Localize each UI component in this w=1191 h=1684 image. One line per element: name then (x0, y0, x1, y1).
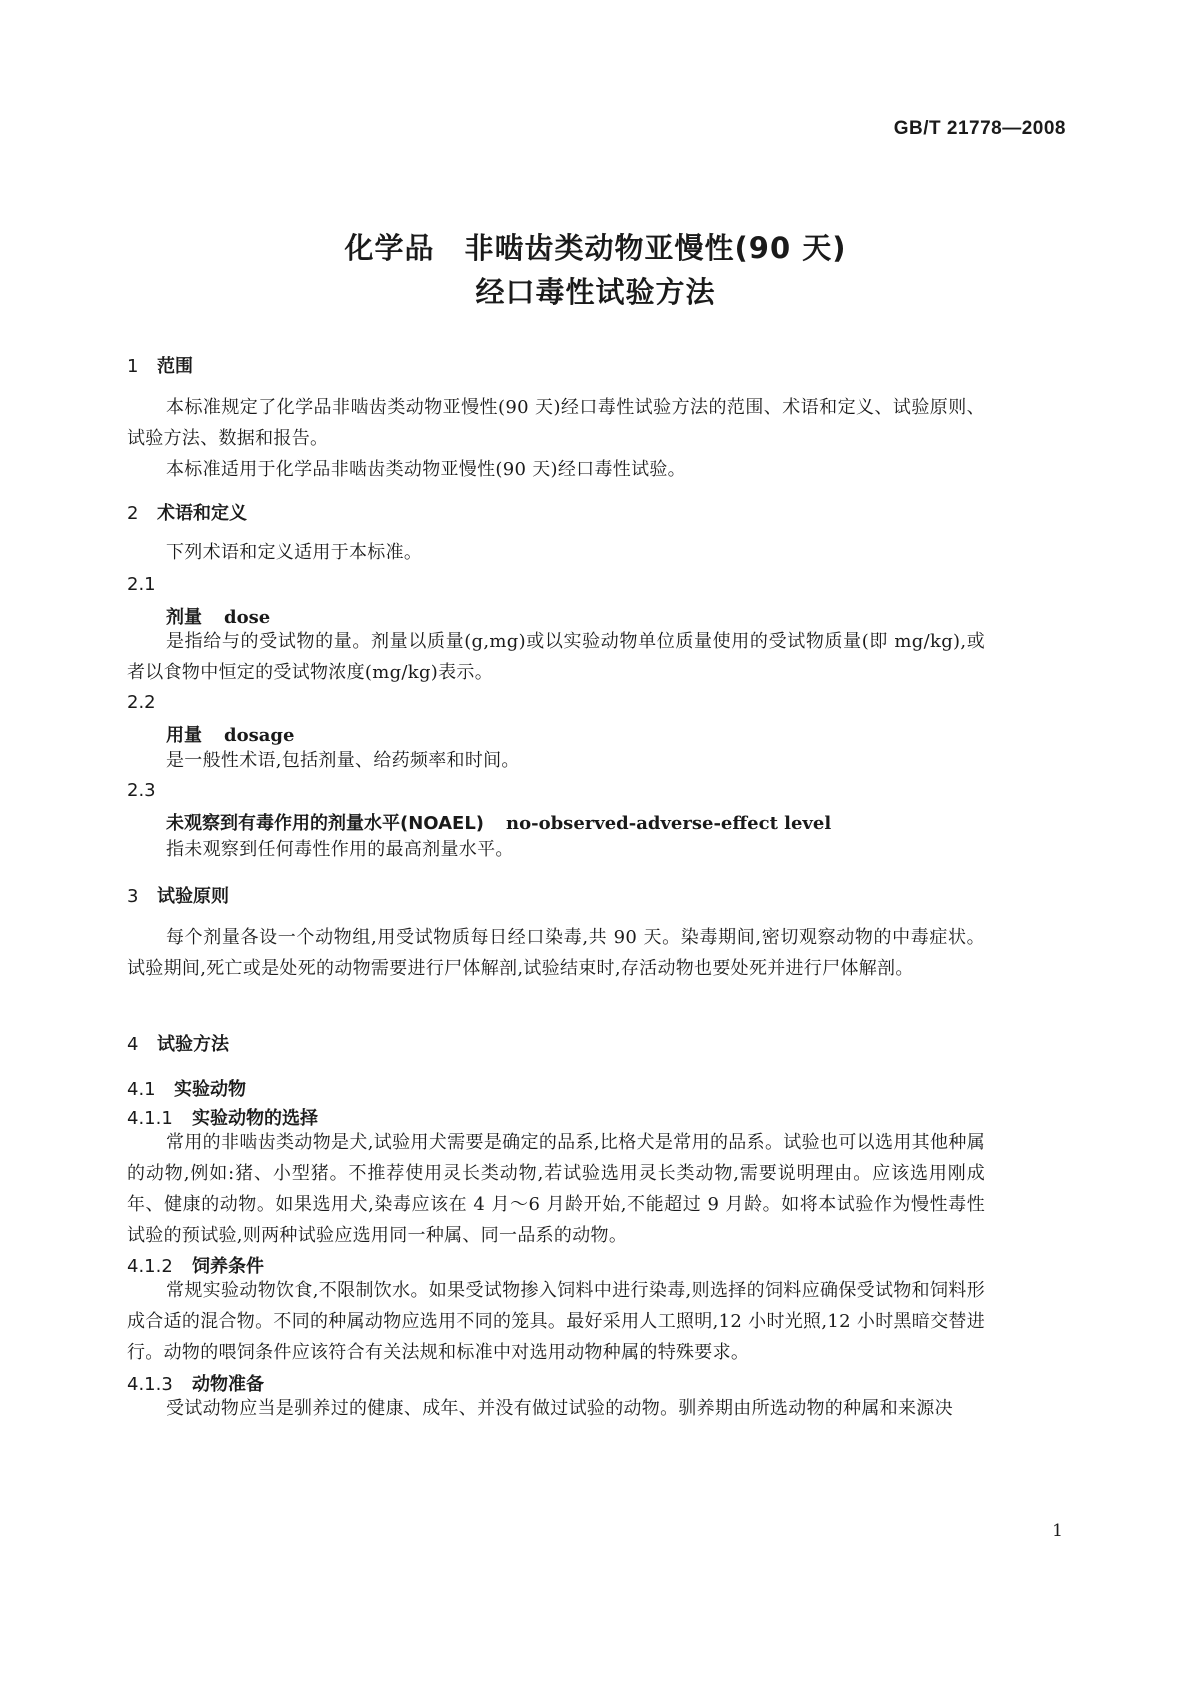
section-2-heading (127, 499, 247, 525)
section-title: 饲养条件 (192, 1256, 264, 1277)
section-title: 动物准备 (192, 1374, 264, 1395)
term-en: dosage (224, 725, 295, 746)
section-1-heading (127, 352, 193, 378)
section-1-paragraph-2: 本标准适用于化学品非啮齿类动物亚慢性(90 天)经口毒性试验。 (166, 459, 686, 480)
section-number: 2 (127, 503, 139, 524)
term-2-1-definition: 是指给与的受试物的量。剂量以质量(g,mg)或以实验动物单位质量使用的受试物质量(即 mg/kg),或者以食物中恒定的受试物浓度(mg/kg)表示。 (127, 631, 985, 683)
section-3-paragraph: 每个剂量各设一个动物组,用受试物质每日经口染毒,共 90 天。染毒期间,密切观察动物的中毒症状。试验期间,死亡或是处死的动物需要进行尸体解剖,试验结束时,存活动物也要处死并进行尸体解剖。 (127, 927, 985, 979)
section-4-1-3-paragraph: 受试动物应当是驯养过的健康、成年、并没有做过试验的动物。驯养期由所选动物的种属和来源决 (166, 1398, 953, 1419)
term-en: no-observed-adverse-effect level (506, 813, 832, 834)
section-number: 4.1.3 (127, 1374, 173, 1395)
section-number: 1 (127, 356, 139, 377)
document-title-line-1: 化学品 非啮齿类动物亚慢性(90 天) (344, 231, 847, 265)
section-number: 4.1.1 (127, 1108, 173, 1129)
section-number: 3 (127, 886, 139, 907)
section-title: 试验方法 (157, 1034, 229, 1055)
section-number: 4.1.2 (127, 1256, 173, 1277)
section-title: 范围 (157, 356, 193, 377)
section-number: 4.1 (127, 1079, 156, 1100)
section-2-intro: 下列术语和定义适用于本标准。 (166, 542, 423, 563)
section-title: 实验动物 (174, 1079, 246, 1100)
section-1-paragraph-1: 本标准规定了化学品非啮齿类动物亚慢性(90 天)经口毒性试验方法的范围、术语和定义、试验原则、试验方法、数据和报告。 (127, 397, 985, 449)
standard-code: GB/T 21778—2008 (893, 118, 1066, 139)
section-4-1-heading (127, 1075, 246, 1101)
document-title-line-2: 经口毒性试验方法 (475, 275, 716, 309)
section-4-1-1-paragraph: 常用的非啮齿类动物是犬,试验用犬需要是确定的品系,比格犬是常用的品系。试验也可以选用其他种属的动物,例如:猪、小型猪。不推荐使用灵长类动物,若试验选用灵长类动物,需要说明理由。应该选用刚成年、健康的动物。如果选用犬,染毒应该在 4 月～6 月龄开始,不能超过 9 月龄。如将本试验作为慢性毒性试验的预试验,则两种试验应选用同一种属、同一品系的动物。 (127, 1132, 985, 1246)
term-en: dose (224, 607, 271, 628)
term-zh: 剂量 (166, 607, 202, 628)
term-zh: 用量 (166, 725, 202, 746)
section-title: 试验原则 (157, 886, 229, 907)
term-2-1-number: 2.1 (127, 574, 156, 595)
term-2-3-definition: 指未观察到任何毒性作用的最高剂量水平。 (166, 839, 514, 860)
term-2-3-title (166, 809, 831, 835)
term-zh: 未观察到有毒作用的剂量水平(NOAEL) (166, 813, 485, 834)
term-2-2-title (166, 721, 294, 747)
term-2-3-number: 2.3 (127, 780, 156, 801)
section-3-heading (127, 882, 229, 908)
section-title: 术语和定义 (157, 503, 247, 524)
section-number: 4 (127, 1034, 139, 1055)
term-2-2-definition: 是一般性术语,包括剂量、给药频率和时间。 (166, 750, 520, 771)
section-4-1-2-paragraph: 常规实验动物饮食,不限制饮水。如果受试物掺入饲料中进行染毒,则选择的饲料应确保受试物和饲料形成合适的混合物。不同的种属动物应选用不同的笼具。最好采用人工照明,12 小时光照,12 小时黑暗交替进行。动物的喂饲条件应该符合有关法规和标准中对选用动物种属的特殊要求。 (127, 1280, 985, 1363)
section-4-heading (127, 1030, 229, 1056)
section-title: 实验动物的选择 (192, 1108, 318, 1129)
page-number: 1 (1052, 1521, 1063, 1541)
term-2-2-number: 2.2 (127, 692, 156, 713)
